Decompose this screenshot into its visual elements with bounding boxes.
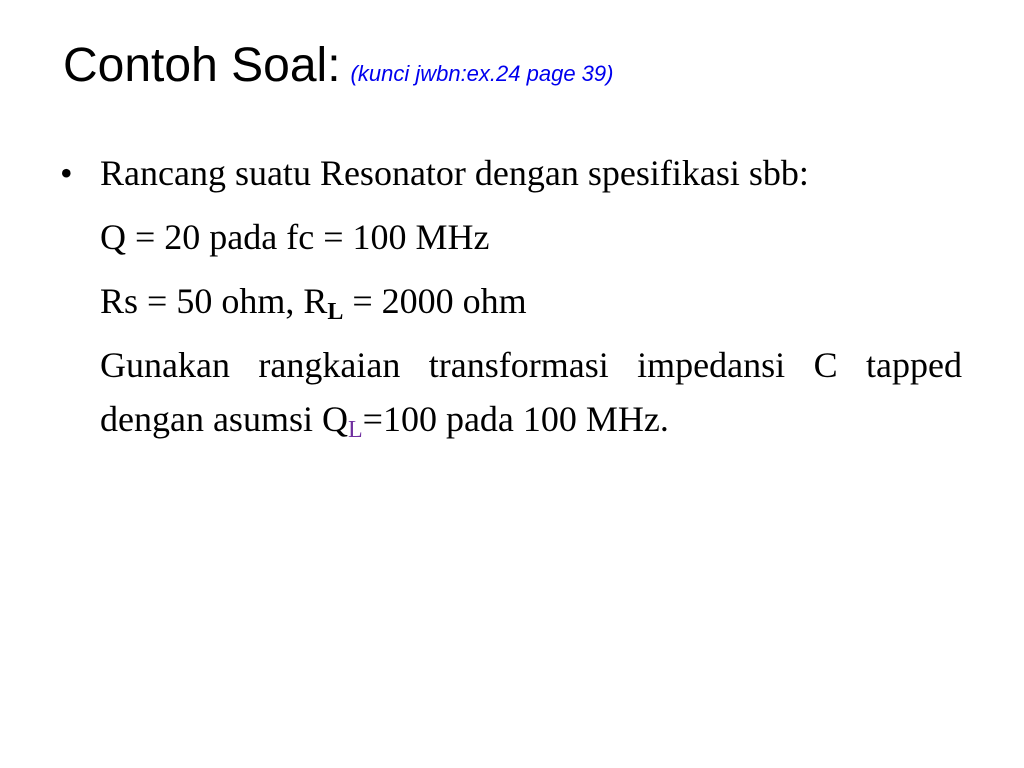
intro-text: Rancang suatu Resonator dengan spesifikasi sbb: — [100, 153, 809, 193]
bullet-icon: • — [60, 153, 73, 193]
spec-r-suffix: = 2000 ohm — [343, 281, 527, 321]
title-main: Contoh Soal: — [63, 39, 341, 92]
title-reference: (kunci jwbn:ex.24 page 39) — [350, 61, 614, 86]
bullet-item — [60, 146, 962, 200]
instruction-suffix: =100 pada 100 MHz. — [362, 399, 669, 439]
instruction-paragraph — [60, 338, 962, 446]
spec-r-line — [60, 274, 962, 328]
instruction-subscript: L — [347, 417, 363, 443]
spec-q-line — [60, 210, 962, 264]
spec-q-text: Q = 20 pada fc = 100 MHz — [100, 217, 490, 257]
spec-r-subscript: L — [327, 299, 344, 325]
instruction-prefix: Gunakan rangkaian transformasi impedansi C tapped dengan asumsi Q — [100, 345, 962, 439]
slide-title — [63, 36, 613, 104]
spec-r-prefix: Rs = 50 ohm, R — [100, 281, 328, 321]
slide-body — [60, 146, 962, 446]
